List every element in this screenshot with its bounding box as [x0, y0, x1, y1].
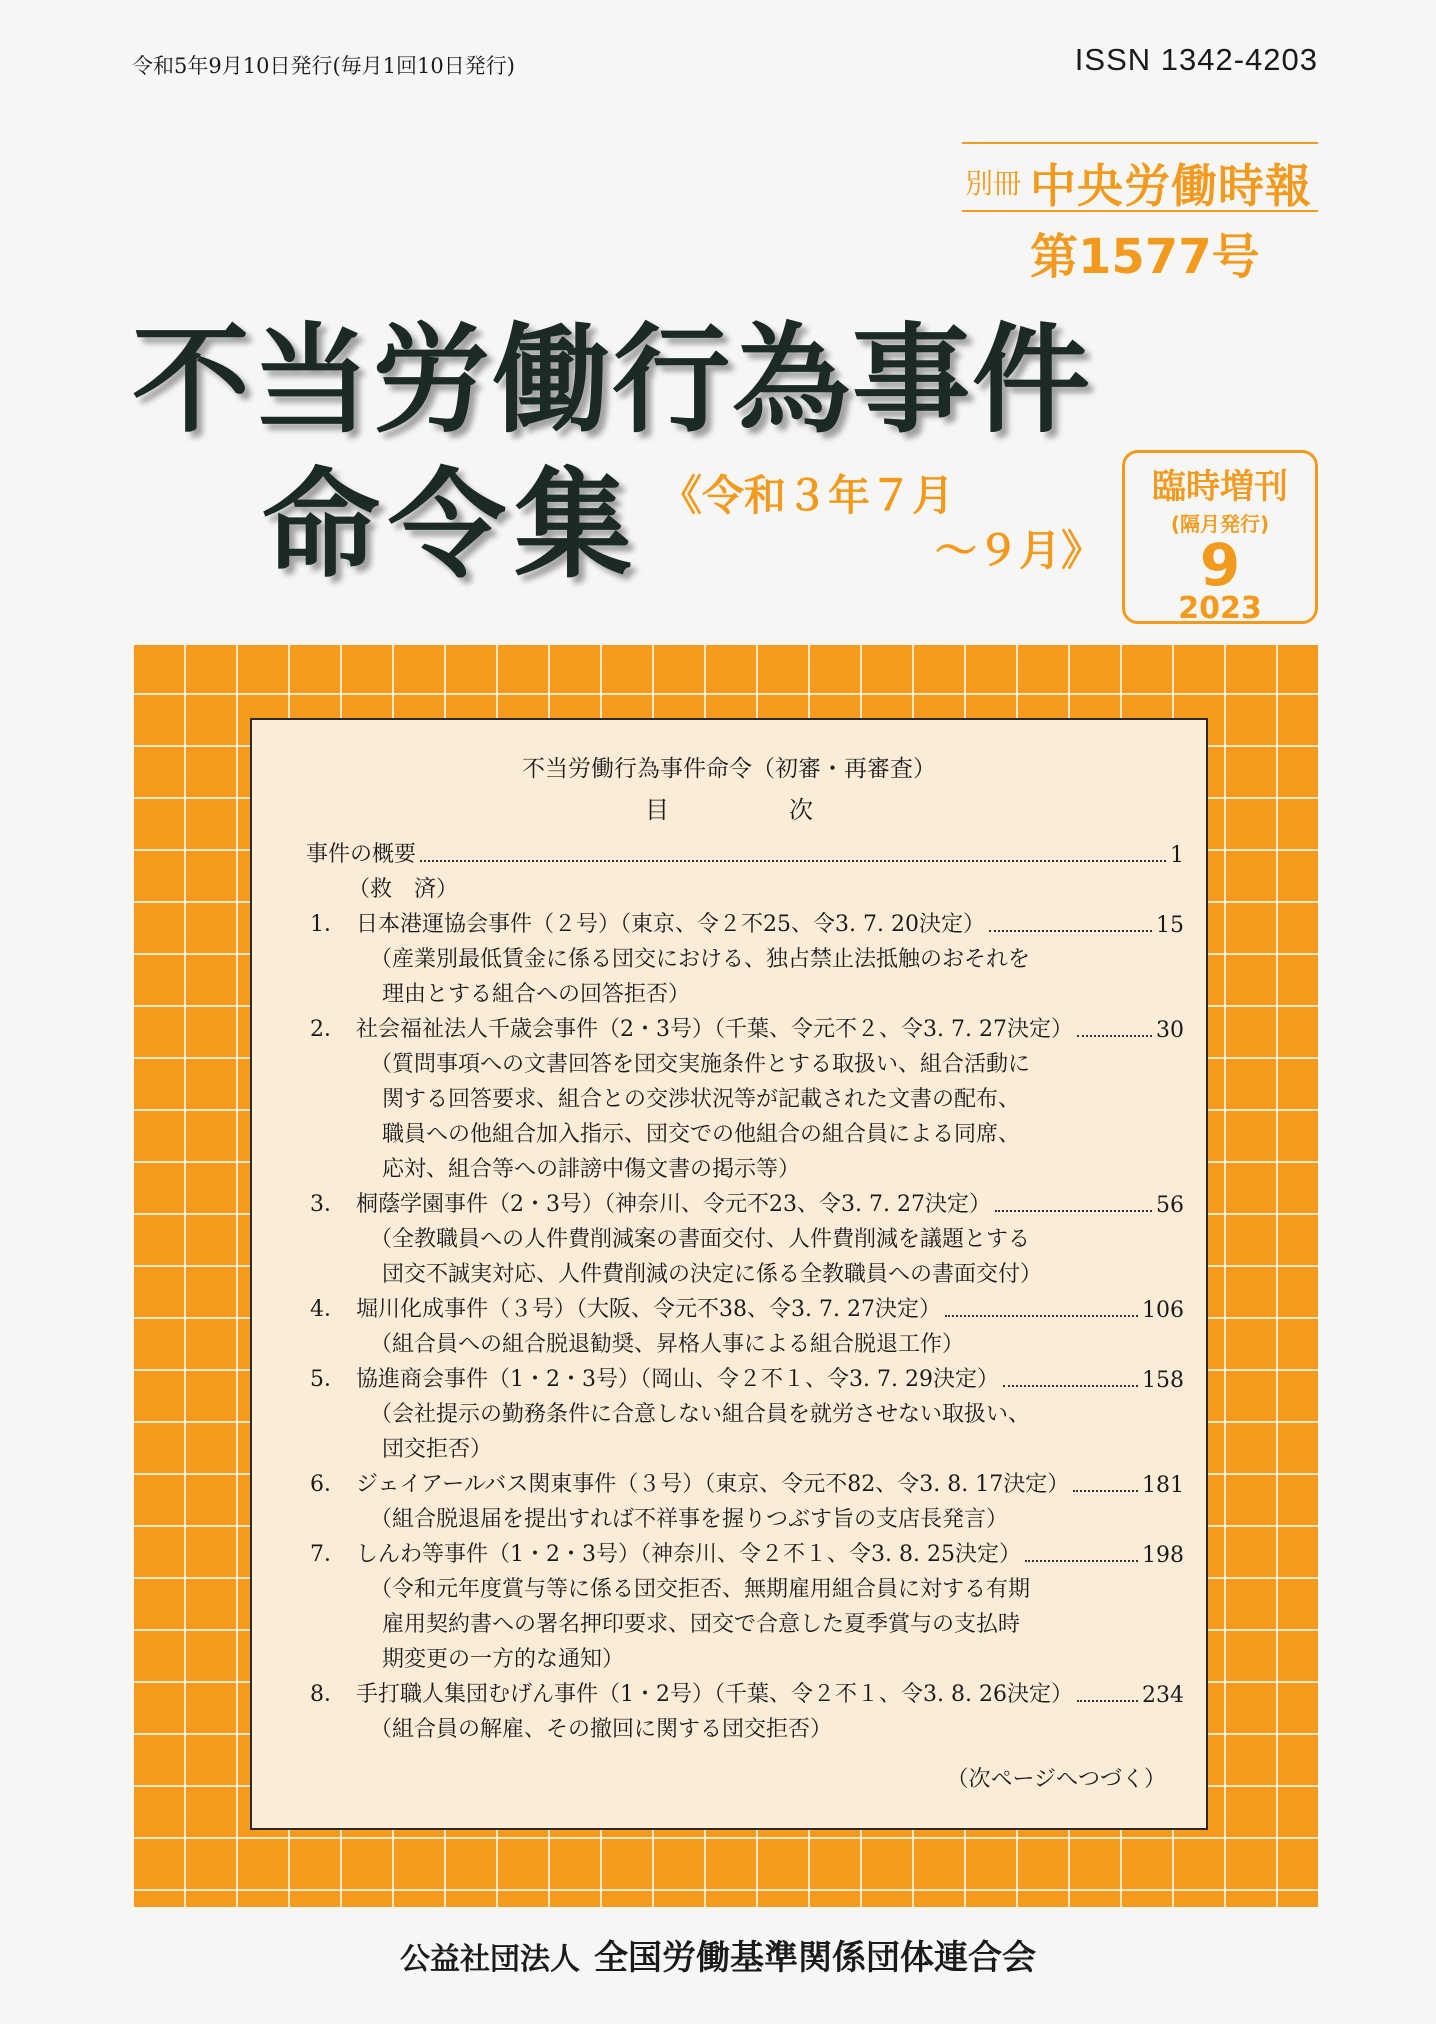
toc-entry-title: しんわ等事件（1・2・3号）（神奈川、令２不１、令3. 8. 25決定）: [356, 1542, 1021, 1567]
main-title-line1: 不当労働行為事件: [132, 310, 1093, 449]
toc-entry-description: 団交不誠実対応、人件費削減の決定に係る全教職員への書面交付）: [382, 1262, 1043, 1287]
toc-entry-description: 関する回答要求、組合との交渉状況等が記載された文書の配布、: [382, 1087, 1021, 1112]
toc-entry-description: （産業別最低賃金に係る団交における、独占禁止法抵触のおそれを: [370, 947, 1031, 972]
toc-entry-description: 雇用契約書への署名押印要求、団交で合意した夏季賞与の支払時: [382, 1612, 1021, 1637]
leader-dots: [995, 1210, 1152, 1212]
leader-dots: [945, 1315, 1138, 1317]
toc-entry-description: （組合員の解雇、その撤回に関する団交拒否）: [370, 1717, 833, 1742]
publisher-name: 全国労働基準関係団体連合会: [594, 1938, 1036, 1978]
leader-dots: [1003, 1385, 1138, 1387]
toc-entry-description: 団交拒否）: [382, 1437, 493, 1462]
toc-entry-number: 6．: [310, 1472, 346, 1497]
publication-date: 令和5年9月10日発行(毎月1回10日発行): [132, 54, 515, 78]
toc-entry-title: 手打職人集団むげん事件（1・2号）（千葉、令２不１、令3. 8. 26決定）: [356, 1682, 1073, 1707]
toc-entry: [356, 1677, 1184, 1708]
toc-entry-description: 期変更の一方的な通知）: [382, 1647, 625, 1672]
toc-entry-description: 理由とする組合への回答拒否）: [382, 982, 691, 1007]
special-issue-badge: [1122, 450, 1318, 624]
toc-entry-title: 協進商会事件（1・2・3号）（岡山、令２不１、令3. 7. 29決定）: [356, 1367, 999, 1392]
toc-entry-title: ジェイアールバス関東事件（３号）（東京、令元不82、令3. 8. 17決定）: [356, 1472, 1070, 1497]
toc-entry: [356, 907, 1184, 938]
toc-entry-description: 職員への他組合加入指示、団交での他組合の組合員による同席、: [382, 1122, 1021, 1147]
toc-overview-page: 1: [1170, 843, 1184, 868]
toc-entry-description: （会社提示の勤務条件に合意しない組合員を就労させない取扱い、: [370, 1402, 1031, 1427]
toc-entry-description: （組合員への組合脱退勧奨、昇格人事による組合脱退工作）: [370, 1332, 965, 1357]
toc-entry-page: 15: [1156, 913, 1184, 938]
toc-entry-page: 30: [1156, 1018, 1184, 1043]
toc-entry-number: 2．: [310, 1017, 346, 1042]
toc-entry-page: 106: [1142, 1298, 1184, 1323]
toc-entry-page: 198: [1142, 1543, 1184, 1568]
toc-entry-title: 桐蔭学園事件（2・3号）（神奈川、令元不23、令3. 7. 27決定）: [356, 1192, 991, 1217]
leader-dots: [1077, 1700, 1138, 1702]
leader-dots: [1025, 1560, 1138, 1562]
main-title-line2: 命令集: [262, 455, 641, 594]
toc-panel: [250, 718, 1208, 1830]
series-name: 中央労働時報: [1030, 159, 1312, 213]
toc-entry-number: 8．: [310, 1682, 346, 1707]
toc-entry-description: 応対、組合等への誹謗中傷文書の掲示等）: [382, 1157, 801, 1182]
period-line1: 《令和３年７月: [660, 471, 955, 520]
toc-entry: [356, 1292, 1184, 1323]
badge-frequency: (隔月発行): [1170, 512, 1270, 536]
toc-entry-number: 5．: [310, 1367, 346, 1392]
toc-entry-number: 1．: [310, 912, 346, 937]
leader-dots: [1073, 1490, 1138, 1492]
toc-entry-description: （質問事項への文書回答を団交実施条件とする取扱い、組合活動に: [370, 1052, 1031, 1077]
badge-month: 9: [1199, 531, 1241, 599]
toc-entry-number: 4．: [310, 1297, 346, 1322]
leader-dots: [420, 860, 1166, 862]
toc-entry-page: 181: [1142, 1473, 1184, 1498]
period-line2: ～９月》: [935, 526, 1104, 575]
leader-dots: [1077, 1035, 1152, 1037]
badge-label: 臨時増刊: [1152, 467, 1288, 507]
toc-category: （救 済）: [348, 877, 459, 902]
continued-note: （次ページへつづく）: [946, 1767, 1166, 1792]
toc-entry-page: 234: [1142, 1683, 1184, 1708]
publisher: [0, 1930, 1436, 1979]
issue-number: 第1577号: [1030, 229, 1260, 285]
toc-entry: [356, 1537, 1184, 1568]
toc-heading: 不当労働行為事件命令（初審・再審査）: [522, 756, 936, 782]
toc-entry: [356, 1012, 1184, 1043]
toc-entry: [356, 1187, 1184, 1218]
badge-year: 2023: [1178, 591, 1262, 626]
issn-number: ISSN 1342-4203: [1074, 42, 1318, 77]
toc-entry-page: 56: [1156, 1193, 1184, 1218]
toc-entry-number: 3．: [310, 1192, 346, 1217]
toc-overview-title: 事件の概要: [306, 842, 417, 867]
leader-dots: [989, 930, 1152, 932]
toc-entry-title: 社会福祉法人千歳会事件（2・3号）（千葉、令元不２、令3. 7. 27決定）: [356, 1017, 1073, 1042]
toc-entry-description: （組合脱退届を提出すれば不祥事を握りつぶす旨の支店長発言）: [370, 1507, 1009, 1532]
toc-entry-number: 7．: [310, 1542, 346, 1567]
toc-entry-description: （令和元年度賞与等に係る団交拒否、無期雇用組合員に対する有期: [370, 1577, 1031, 1602]
series-prefix: 別冊: [965, 167, 1022, 200]
publisher-type: 公益社団法人: [400, 1942, 580, 1977]
toc-entry-description: （全教職員への人件費削減案の書面交付、人件費削減を議題とする: [370, 1227, 1031, 1252]
toc-overview: [306, 837, 1184, 868]
toc-entry-title: 堀川化成事件（３号）（大阪、令元不38、令3. 7. 27決定）: [356, 1297, 941, 1322]
toc-entry-page: 158: [1142, 1368, 1184, 1393]
toc-entry-title: 日本港運協会事件（２号）（東京、令２不25、令3. 7. 20決定）: [356, 912, 985, 937]
toc-moku: 目次: [645, 796, 933, 824]
toc-entry: [356, 1467, 1184, 1498]
toc-entry: [356, 1362, 1184, 1393]
